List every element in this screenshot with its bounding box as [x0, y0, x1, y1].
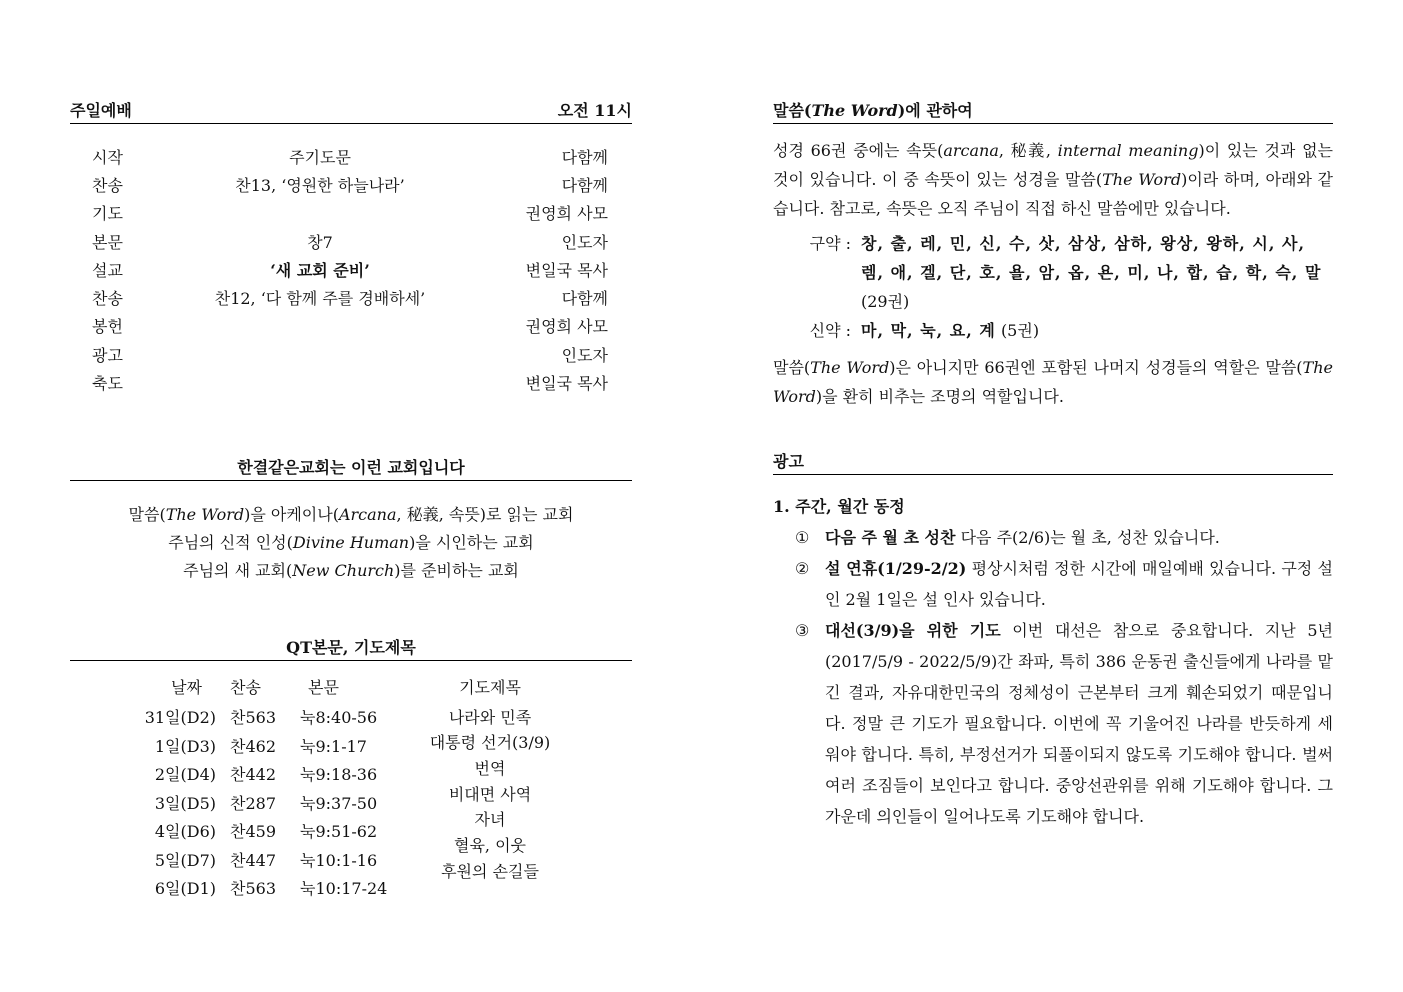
- qt-col-date: 날짜: [171, 678, 202, 698]
- worship-order: [70, 142, 632, 397]
- qt-hymn: 찬447: [230, 850, 276, 870]
- left-column: [70, 100, 632, 898]
- ad-headline: 다음 주 월 초 성찬: [825, 528, 956, 547]
- qt-verse: 눅10:1-16: [300, 850, 378, 870]
- word-paragraph-2: 말씀(The Word)은 아니지만 66권엔 포함된 나머지 성경들의 역할은 말씀(The Word)을 환히 비추는 조명의 역할입니다.: [773, 358, 1333, 406]
- order-leader: 인도자: [561, 232, 608, 252]
- qt-hymn: 찬563: [230, 879, 276, 899]
- qt-row: [70, 731, 410, 760]
- qt-col-prayer: 기도제목: [459, 678, 521, 698]
- order-item: 광고: [92, 345, 123, 365]
- order-leader: 인도자: [561, 345, 608, 365]
- ads-title: 광고: [773, 452, 804, 471]
- qt-table-header: [70, 673, 632, 701]
- qt-title: QT본문, 기도제목: [286, 637, 416, 657]
- qt-col-hymn: 찬송: [230, 678, 261, 698]
- qt-date: 1일(D3): [154, 736, 216, 756]
- qt-verse: 눅9:51-62: [300, 822, 378, 842]
- worship-time: 오전 11시: [557, 101, 632, 120]
- qt-verse: 눅10:17-24: [300, 879, 388, 899]
- prayer-topic: 자녀: [474, 810, 506, 830]
- order-item: 설교: [92, 260, 123, 280]
- identity-line: 주님의 새 교회(New Church)를 준비하는 교회: [183, 560, 519, 580]
- order-content: 창7: [307, 232, 333, 252]
- order-content: 찬13, ‘영원한 하늘나라’: [235, 175, 405, 195]
- nt-label: 신약 :: [809, 321, 851, 340]
- qt-verse: 눅8:40-56: [300, 708, 378, 728]
- ad-body: 이번 대선은 참으로 중요합니다. 지난 5년(2017/5/9 - 2022/5/9)간 좌파, 특히 386 운동권 출신들에게 나라를 맡긴 결과, 자유대한민국의 정체성이 근본부터 크게 훼손되었기 때문입니다. 정말 큰 기도가 필요합니다. 이번에 꼭 기울어진 나라를 반듯하게 세워야 합니다. 특히, 부정선거가 되풀이되지 않도록 기도해야 합니다. 벌써 여러 조짐들이 보인다고 합니다. 중앙선관위를 위해 기도해야 합니다. 그 가운데 의인들이 일어나도록 기도해야 합니다.: [825, 621, 1333, 826]
- qt-header: [70, 637, 632, 661]
- qt-date: 2일(D4): [154, 765, 216, 785]
- prayer-topic: 혈육, 이웃: [454, 836, 526, 856]
- order-item: 봉헌: [92, 317, 123, 337]
- identity-header: [70, 457, 632, 481]
- word-header: [773, 100, 1333, 124]
- qt-row: [70, 845, 410, 874]
- worship-order-row: [70, 312, 632, 340]
- ad-headline: 설 연휴(1/29-2/2): [825, 559, 967, 578]
- prayer-topic: 대통령 선거(3/9): [429, 733, 551, 753]
- qt-hymn: 찬287: [230, 793, 276, 813]
- ads-item-title: 1. 주간, 월간 동정: [773, 497, 905, 516]
- qt-rows: [70, 703, 410, 903]
- order-leader: 변일국 목사: [525, 260, 608, 280]
- qt-hymn: 찬462: [230, 736, 276, 756]
- order-leader: 다함께: [561, 175, 608, 195]
- order-item: 찬송: [92, 289, 123, 309]
- new-testament-row: [773, 316, 1333, 345]
- ad-body: 평상시처럼 정한 시간에 매일예배 있습니다. 구정 설인 2월 1일은 설 인사 있습니다.: [825, 559, 1333, 609]
- qt-date: 3일(D5): [154, 793, 216, 813]
- worship-order-row: [70, 340, 632, 368]
- order-content: ‘새 교회 준비’: [270, 260, 370, 280]
- ad-number: ①: [795, 528, 810, 547]
- qt-row: [70, 874, 410, 903]
- word-paragraph: 성경 66권 중에는 속뜻(arcana, 秘義, internal meaning)이 있는 것과 없는 것이 있습니다. 이 중 속뜻이 있는 성경을 말씀(The Word)이라 하며, 아래와 같습니다. 참고로, 속뜻은 오직 주님이 직접 하신 말씀에만 있습니다.: [773, 141, 1334, 218]
- ads-header: [773, 451, 1333, 475]
- ad-number: ②: [795, 559, 810, 578]
- order-item: 시작: [92, 147, 123, 167]
- worship-order-row: [70, 283, 632, 311]
- ad-item: [773, 553, 1333, 615]
- order-leader: 다함께: [561, 289, 608, 309]
- nt-books: 마, 막, 눅, 요, 계: [861, 321, 996, 340]
- order-leader: 다함께: [561, 147, 608, 167]
- order-item: 본문: [92, 232, 123, 252]
- qt-table: [70, 673, 632, 898]
- qt-verse: 눅9:37-50: [300, 793, 378, 813]
- worship-header: [70, 100, 632, 124]
- worship-order-row: [70, 170, 632, 198]
- worship-order-row: [70, 227, 632, 255]
- worship-order-row: [70, 142, 632, 170]
- order-content: 찬12, ‘다 함께 주를 경배하세’: [214, 289, 426, 309]
- identity-line: 말씀(The Word)을 아케이나(Arcana, 秘義, 속뜻)로 읽는 교회: [128, 504, 574, 524]
- prayer-topic: 비대면 사역: [448, 784, 532, 804]
- ad-item: [773, 522, 1333, 553]
- prayer-topic: 나라와 민족: [448, 707, 532, 727]
- old-testament-row: [773, 229, 1333, 316]
- qt-date: 5일(D7): [154, 850, 216, 870]
- identity-statements: [70, 501, 632, 585]
- ot-books: 창, 출, 레, 민, 신, 수, 삿, 삼상, 삼하, 왕상, 왕하, 시, 사, 렘, 애, 겔, 단, 호, 욜, 암, 옵, 욘, 미, 나, 합, 습, 학, 슥, 말: [861, 234, 1322, 282]
- qt-col-verse: 본문: [308, 678, 339, 698]
- ad-headline: 대선(3/9)을 위한 기도: [825, 621, 1001, 640]
- ad-body: 다음 주(2/6)는 월 초, 성찬 있습니다.: [955, 528, 1220, 547]
- right-column: [773, 100, 1333, 832]
- ot-count: (29권): [861, 292, 910, 311]
- order-leader: 권영희 사모: [525, 317, 608, 337]
- prayer-topic: 번역: [474, 759, 506, 779]
- identity-line: 주님의 신적 인성(Divine Human)을 시인하는 교회: [168, 532, 534, 552]
- ads-list: [773, 491, 1333, 832]
- worship-order-row: [70, 199, 632, 227]
- order-item: 찬송: [92, 175, 123, 195]
- order-item: 기도: [92, 204, 123, 224]
- qt-row: [70, 817, 410, 846]
- qt-verse: 눅9:18-36: [300, 765, 378, 785]
- qt-row: [70, 703, 410, 732]
- ot-label: 구약 :: [809, 234, 851, 253]
- ad-item: [773, 615, 1333, 832]
- qt-date: 6일(D1): [154, 879, 216, 899]
- nt-count: (5권): [1000, 321, 1040, 340]
- qt-date: 4일(D6): [154, 822, 216, 842]
- qt-row: [70, 760, 410, 789]
- word-title: 말씀(The Word)에 관하여: [773, 101, 973, 120]
- identity-title: 한결같은교회는 이런 교회입니다: [237, 457, 465, 477]
- qt-hymn: 찬442: [230, 765, 276, 785]
- qt-row: [70, 788, 410, 817]
- ad-number: ③: [795, 621, 810, 640]
- order-item: 축도: [92, 374, 123, 394]
- bible-list: [773, 229, 1333, 345]
- order-content: 주기도문: [289, 147, 351, 167]
- qt-hymn: 찬563: [230, 708, 276, 728]
- worship-title: 주일예배: [70, 101, 132, 120]
- order-leader: 권영희 사모: [525, 204, 608, 224]
- qt-hymn: 찬459: [230, 822, 276, 842]
- prayer-topic: 후원의 손길들: [441, 861, 539, 881]
- qt-date: 31일(D2): [144, 708, 216, 728]
- qt-verse: 눅9:1-17: [300, 736, 367, 756]
- worship-order-row: [70, 255, 632, 283]
- order-leader: 변일국 목사: [525, 374, 608, 394]
- worship-order-row: [70, 368, 632, 396]
- prayer-list: [410, 701, 570, 885]
